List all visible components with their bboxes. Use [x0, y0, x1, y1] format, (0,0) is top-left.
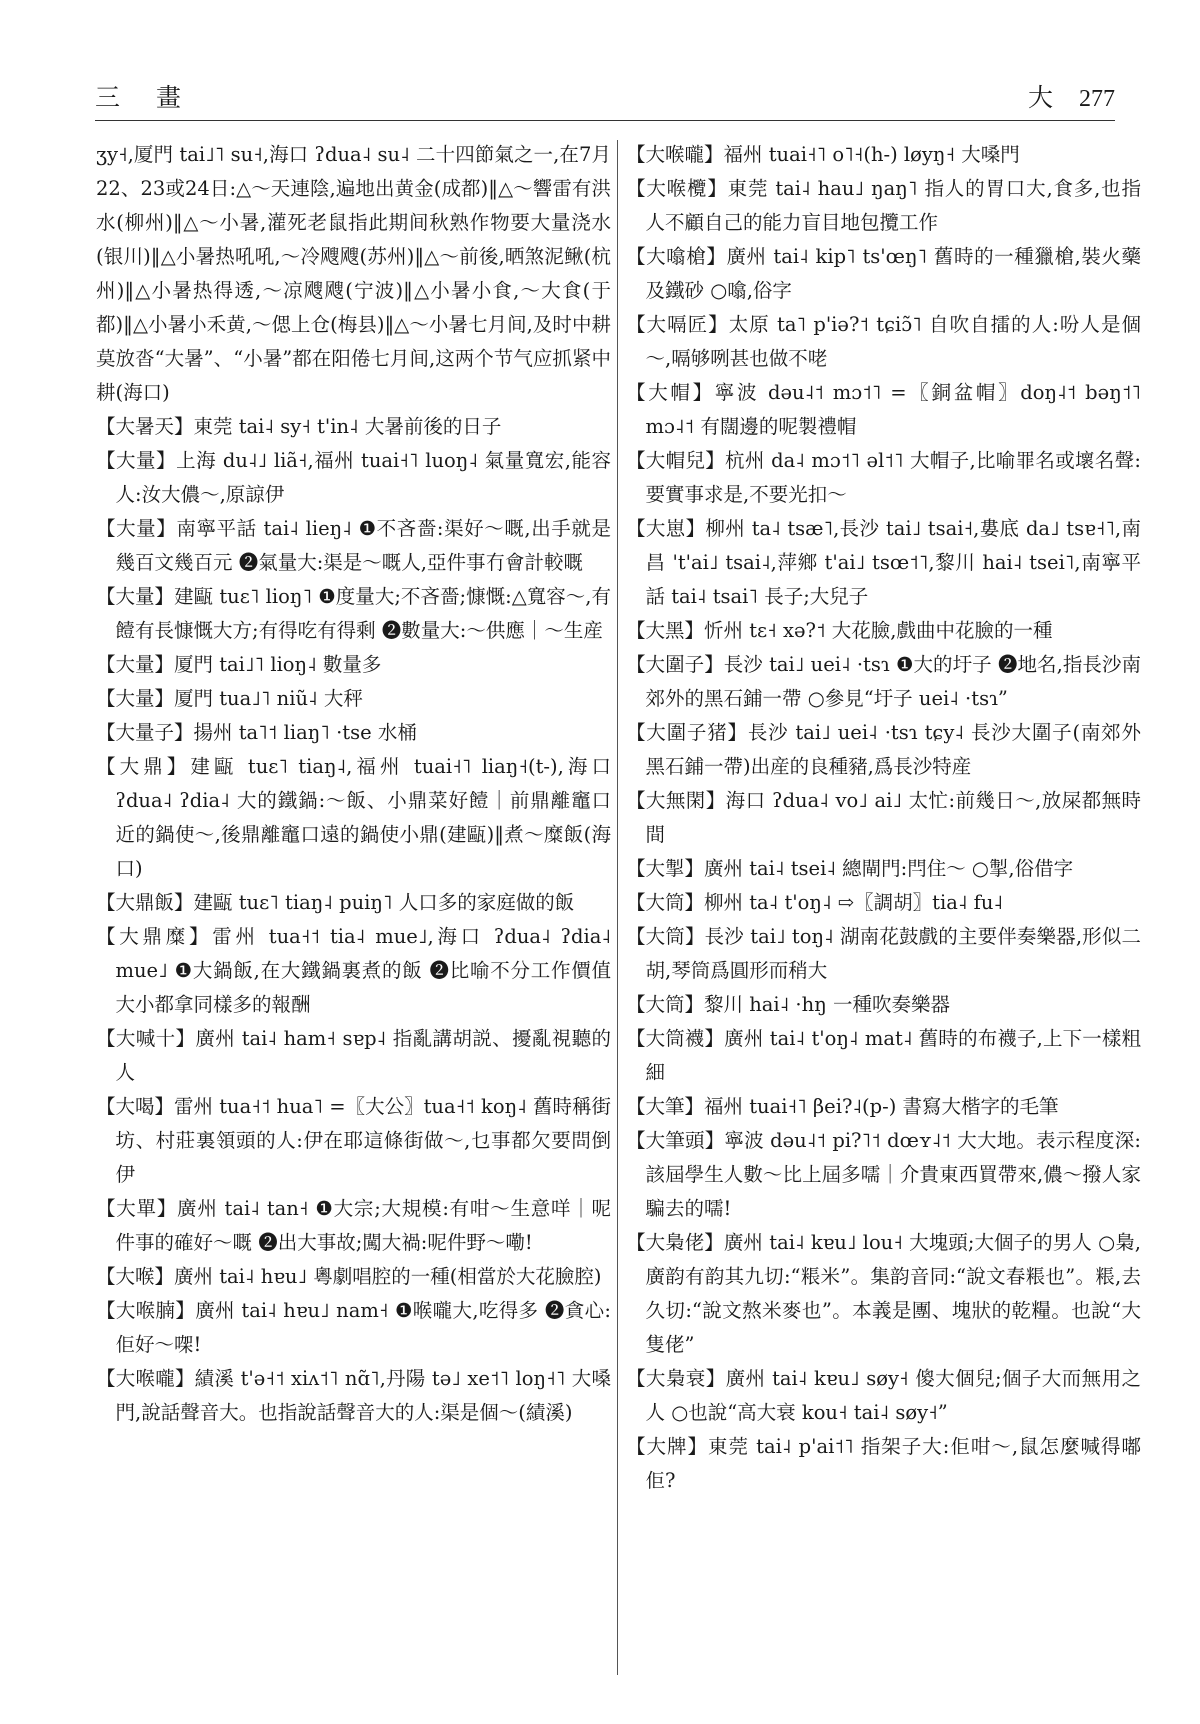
head-character: 大 [1028, 83, 1054, 112]
dictionary-entry: 【大黑】忻州 tɛ˧ xə?˦ 大花臉,戲曲中花臉的一種 [626, 619, 1053, 642]
header-right [1028, 78, 1115, 114]
dictionary-entry: 【大量】上海 du˨˩ liã˧,福州 tuai˧˥ luoŋ˨ 氣量寬宏,能容人:汝大儂～,原諒伊 [96, 449, 611, 506]
dictionary-entry: 【大掣】廣州 tai˨ tsei˨ 總閘門:閂住～ ○掣,俗借字 [626, 857, 1074, 880]
dictionary-entry: 【大單】廣州 tai˨ tan˧ ❶大宗;大規模:有咁～生意咩｜呢件事的確好～嘅 ❷出大事故;闖大禍:呢件野～嘞! [96, 1197, 611, 1254]
dictionary-entry: 【大梟衰】廣州 tai˨ kɐu˩ søy˧ 傻大個兒;個子大而無用之人 ○也說“高大衰 kou˧ tai˨ søy˧” [626, 1367, 1141, 1424]
running-header [95, 78, 1115, 121]
column-divider [617, 140, 618, 1675]
dictionary-entry: 【大崽】柳州 ta˨ tsæ˥,長沙 tai˩ tsai˧,婁底 da˩ tsɐ˧˥,南昌 't'ai˩ tsai˨,萍鄉 t'ai˩ tsœ˦˥,黎川 hai˨ tsei˥,南寧平話 tai˨ tsai˥ 長子;大兒子 [626, 517, 1141, 608]
dictionary-entry: ʒy˧,厦門 tai˩˥ su˧,海口 ʔdua˨ su˨ 二十四節氣之一,在7月22、23或24日:△～天連陰,遍地出黄金(成都)‖△～響雷有洪水(柳州)‖△～小暑,灌死老鼠指此期间秋熟作物要大量浇水(银川)‖△小暑热吼吼,～冷飕飕(苏州)‖△～前後,晒煞泥鳅(杭州)‖△小暑热得透,～凉飕飕(宁波)‖△小暑小食,～大食(于都)‖△小暑小禾黄,～偲上仓(梅县)‖△～小暑七月间,及时中耕莫放沓“大暑”、“小暑”都在阳倦七月间,这两个节气应抓紧中耕(海口) [96, 143, 611, 404]
dictionary-entry: 【大筒】黎川 hai˨ ·hŋ 一種吹奏樂器 [626, 993, 950, 1016]
dictionary-entry: 【大暑天】東莞 tai˨ sy˧ t'in˨ 大暑前後的日子 [96, 415, 502, 438]
dictionary-entry: 【大圍子猪】長沙 tai˩ uei˨ ·tsɿ tɕy˨ 長沙大圍子(南郊外黑石鋪一帶)出産的良種豬,爲長沙特産 [626, 721, 1141, 778]
dictionary-entry: 【大噏槍】廣州 tai˨ kip˥ ts'œŋ˥ 舊時的一種獵槍,裝火藥及鐵砂 ○噏,俗字 [626, 245, 1141, 302]
dictionary-entry: 【大喉嚨】績溪 t'ə˧˦ xiʌ˦˥ nɑ̃˥,丹陽 tə˩ xe˦˥ loŋ˧˥ 大嗓門,說話聲音大。也指說話聲音大的人:渠是個～(績溪) [96, 1367, 611, 1424]
dictionary-entry: 【大梟佬】廣州 tai˨ kɐu˩ lou˧ 大塊頭;大個子的男人 ○梟,廣韵有韵其九切:“粻米”。集韵音同:“說文春粻也”。粻,去久切:“說文熬米麥也”。本義是團、塊狀的乾糧。也說“大隻佬” [626, 1231, 1141, 1356]
section-title: 三 畫 [95, 83, 195, 112]
dictionary-entry: 【大喉欖】東莞 tai˨ hau˩ ŋaŋ˥ 指人的胃口大,食多,也指人不顧自己的能力盲目地包攬工作 [626, 177, 1141, 234]
dictionary-entry: 【大喉腩】廣州 tai˨ hɐu˩ nam˧ ❶喉嚨大,吃得多 ❷貪心:佢好～㗎! [96, 1299, 611, 1356]
dictionary-entry: 【大帽兒】杭州 da˨ mɔ˦˥ əl˦˥ 大帽子,比喻罪名或壞名聲:要實事求是,不要光扣～ [626, 449, 1141, 506]
page-number: 277 [1079, 86, 1115, 112]
dictionary-entry: 【大嗝匠】太原 ta˥ p'iə?˦ tɕiɔ̃˥ 自吹自擂的人:吩人是個～,嗝够咧甚也做不咾 [626, 313, 1141, 370]
dictionary-entry: 【大喉嚨】福州 tuai˧˥ o˥˧(h-) løyŋ˧ 大嗓門 [626, 143, 1020, 166]
dictionary-entry: 【大筒襪】廣州 tai˨ t'oŋ˨ mat˨ 舊時的布襪子,上下一樣粗細 [626, 1027, 1141, 1084]
dictionary-entry: 【大筒】柳州 ta˨ t'oŋ˨ ⇨〖調胡〗tia˨ fu˨ [626, 891, 1004, 914]
dictionary-entry: 【大鼎糜】雷州 tua˧˦ tia˨ mue˩,海口 ʔdua˨ ʔdia˨ mue˩ ❶大鍋飯,在大鐵鍋裏煮的飯 ❷比喻不分工作價值大小都拿同樣多的報酬 [96, 925, 611, 1016]
dictionary-entry: 【大量】厦門 tua˩˥ niũ˨ 大秤 [96, 687, 363, 710]
dictionary-entry: 【大筆頭】寧波 dəu˨˦ pi?˥˦ dœʏ˨˦ 大大地。表示程度深:該屆學生人數～比上屆多嚅｜介貴東西買帶來,儂～撥人家騙去的嚅! [626, 1129, 1141, 1220]
dictionary-entry: 【大量】建甌 tuɛ˥ lioŋ˥ ❶度量大;不吝嗇;慷慨:△寬容～,有饐有長慷慨大方;有得吃有得剩 ❷數量大:～供應｜～生産 [96, 585, 611, 642]
dictionary-entry: 【大牌】東莞 tai˨ p'ai˦˥ 指架子大:佢咁～,鼠怎麼喊得嘟佢? [626, 1435, 1141, 1492]
dictionary-entry: 【大喉】廣州 tai˨ hɐu˩ 粵劇唱腔的一種(相當於大花臉腔) [96, 1265, 602, 1288]
right-column [626, 138, 1141, 1498]
dictionary-entry: 【大鼎】建甌 tuɛ˥ tiaŋ˨,福州 tuai˧˥ liaŋ˧(t-),海口 ʔdua˨ ʔdia˨ 大的鐵鍋:～飯、小鼎菜好饐｜前鼎離竈口近的鍋使～,後鼎離竈口遠的鍋使小鼎(建甌)‖煮～糜飯(海口) [96, 755, 611, 880]
dictionary-entry: 【大筒】長沙 tai˩ toŋ˨ 湖南花鼓戲的主要伴奏樂器,形似二胡,琴筒爲圓形而稍大 [626, 925, 1141, 982]
dictionary-entry: 【大喝】雷州 tua˧˦ hua˥ =〖大公〗tua˧˦ koŋ˨ 舊時稱街坊、村莊裏領頭的人:伊在耶這條街做～,乜事都欠要問倒伊 [96, 1095, 611, 1186]
dictionary-entry: 【大帽】寧波 dəu˨˦ mɔ˦˥ =〖銅盆帽〗doŋ˨˦ bəŋ˦˥ mɔ˨˦ 有闊邊的呢製禮帽 [626, 381, 1141, 438]
dictionary-entry: 【大量子】揚州 ta˥˦ liaŋ˥ ·tse 水桶 [96, 721, 417, 744]
dictionary-entry: 【大鼎飯】建甌 tuɛ˥ tiaŋ˨ puiŋ˥ 人口多的家庭做的飯 [96, 891, 575, 914]
dictionary-entry: 【大量】厦門 tai˩˥ lioŋ˨ 數量多 [96, 653, 382, 676]
dictionary-entry: 【大圍子】長沙 tai˩ uei˨ ·tsɿ ❶大的圩子 ❷地名,指長沙南郊外的黑石鋪一帶 ○參見“圩子 uei˨ ·tsɿ” [626, 653, 1141, 710]
dictionary-entry: 【大無閑】海口 ʔdua˨ vo˩ ai˩ 太忙:前幾日～,放屎都無時間 [626, 789, 1141, 846]
left-column [96, 138, 611, 1430]
dictionary-entry: 【大量】南寧平話 tai˨ lieŋ˨ ❶不吝嗇:渠好～嘅,出手就是幾百文幾百元 ❷氣量大:渠是～嘅人,亞件事冇會計較嘅 [96, 517, 611, 574]
dictionary-entry: 【大喊十】廣州 tai˨ ham˧ sɐp˨ 指亂講胡説、擾亂視聽的人 [96, 1027, 611, 1084]
dictionary-entry: 【大筆】福州 tuai˧˥ βei?˨(p-) 書寫大楷字的毛筆 [626, 1095, 1059, 1118]
